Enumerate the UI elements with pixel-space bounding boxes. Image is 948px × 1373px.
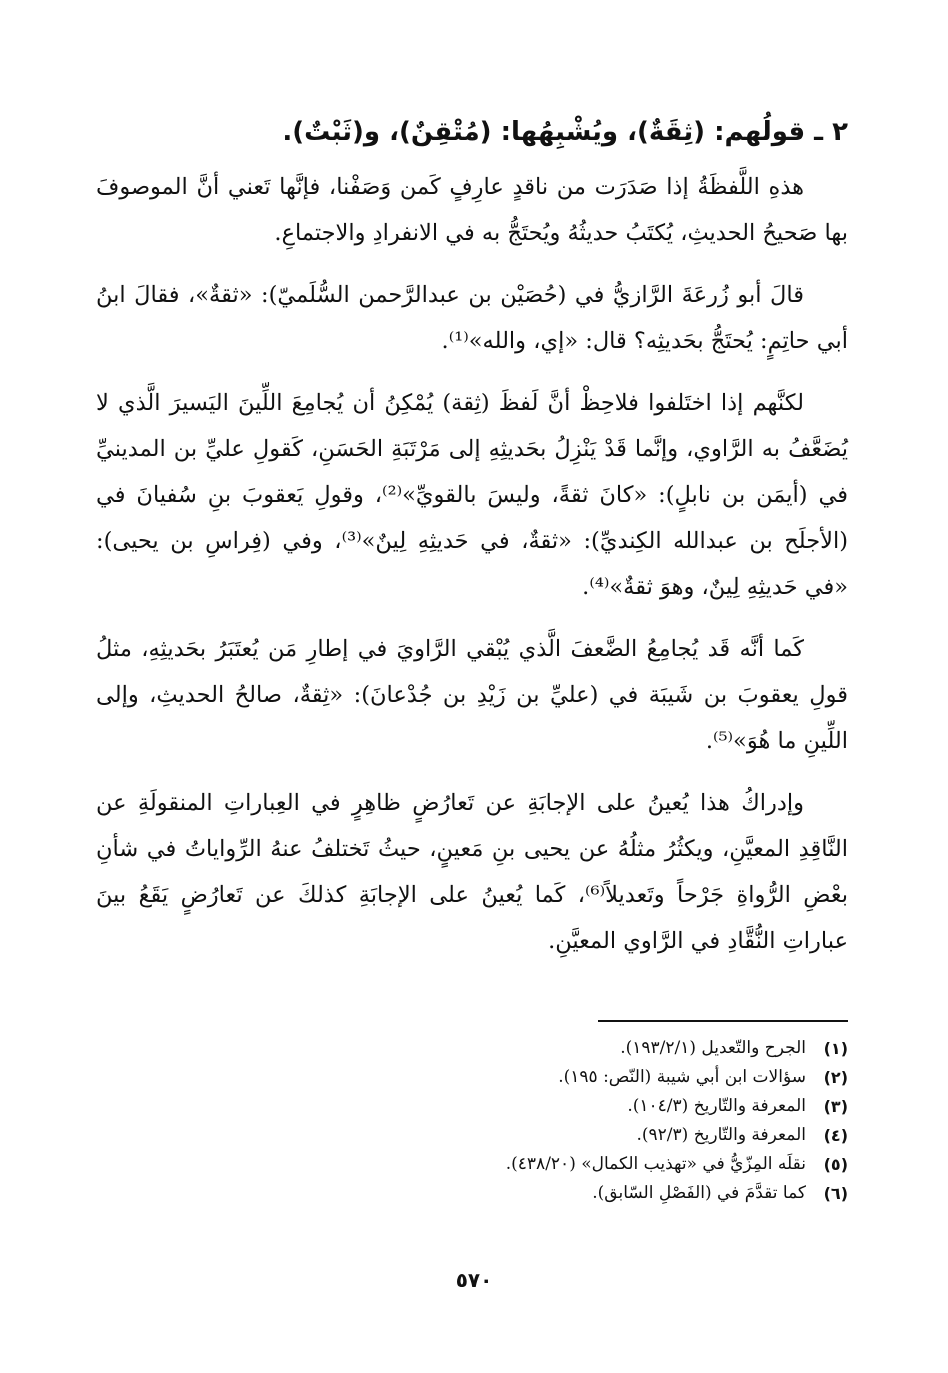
footnote-text: نقلَه المِزّيُّ في «تهذيب الكمال» (٤٣٨/٢٠).	[505, 1154, 806, 1174]
footnote-item	[248, 1092, 848, 1121]
footnote-text: المعرفة والتّاريخ (٩٢/٣).	[636, 1125, 806, 1145]
footnote-text: المعرفة والتّاريخ (١٠٤/٣).	[627, 1096, 806, 1116]
footnote-item	[248, 1150, 848, 1179]
footnote-item	[248, 1034, 848, 1063]
footnote-divider	[598, 1020, 848, 1022]
paragraph-5: وإدراكُ هذا يُعينُ على الإجابَةِ عن تَعارُضٍ ظاهِرٍ في العِباراتِ المنقولَةِ عن النَّاقِدِ المعيَّنِ، ويكثُرُ مثلُهُ عن يحيى بنِ مَعينٍ، حيثُ تَختلفُ عنهُ الرِّواياتُ في شأنِ بعْضِ الرُّواةِ جَرْحاً وتَعديلاً⁽⁶⁾، كَما يُعينُ على الإجابَةِ كذلكَ عن تَعارُضٍ يَقَعُ بينَ عباراتِ النُّقَّادِ في الرَّاوي المعيَّنِ.	[96, 790, 848, 954]
footnote-item	[248, 1179, 848, 1208]
footnote-number: (٤)	[823, 1126, 848, 1145]
footnote-number: (٥)	[823, 1155, 848, 1174]
footnote-number: (١)	[823, 1039, 848, 1058]
page-number: ٥٧٠	[455, 1268, 493, 1292]
footnote-number: (٢)	[823, 1068, 848, 1087]
paragraph-3: لكنَّهم إذا اختَلفوا فلاحِظْ أنَّ لَفظَ (ثِقة) يُمْكِنُ أن يُجامِعَ اللِّينَ اليَسيرَ الَّذي لا يُضَعَّفُ به الرَّاوي، وإنَّما قَدْ يَنْزِلُ بحَديثِهِ إلى مَرْتَبَةِ الحَسَنِ، كَقولِ عليِّ بن المدينيِّ في (أيمَن بن نابلٍ): «كانَ ثقةً، وليسَ بالقويِّ»⁽²⁾، وقولِ يَعقوبَ بنِ سُفيانَ في (الأجلَح بن عبدالله الكِنديِّ): «ثقةٌ، في حَديثِهِ لِينٌ»⁽³⁾، وفي (فِراسِ بن يحيى): «في حَديثِهِ لِينٌ، وهوَ ثقةٌ»⁽⁴⁾.	[96, 390, 848, 600]
footnotes-list	[248, 1034, 848, 1208]
paragraph-4: كَما أنَّه قَد يُجامِعُ الضَّعفَ الَّذي يُبْقي الرَّاويَ في إطارِ مَن يُعتَبَرُ بحَديثِهِ، مثلُ قولِ يعقوبَ بن شَيبَة في (عليِّ بن زَيْدِ بن جُدْعانَ): «ثِقةٌ، صالحُ الحديثِ، وإلى اللِّينِ ما هُوَ»⁽⁵⁾.	[96, 636, 848, 754]
footnote-number: (٣)	[823, 1097, 848, 1116]
paragraph-2: قالَ أبو زُرعَةَ الرَّازيُّ في (حُصَيْن بن عبدالرَّحمن السُّلَميّ): «ثقةٌ»، فقالَ ابنُ أبي حاتِمٍ: يُحتَجُّ بحَديثِه؟ قال: «إي، والله»⁽¹⁾.	[96, 282, 848, 354]
main-text	[96, 112, 848, 980]
paragraph-1: هذهِ اللَّفظَةُ إذا صَدَرَت من ناقدٍ عارِفٍ كَمن وَصَفْنا، فإنَّها تَعني أنَّ الموصوفَ بها صَحيحُ الحديثِ، يُكتَبُ حديثُهُ ويُحتَجُّ به في الانفرادِ والاجتماعِ.	[96, 174, 848, 246]
footnote-text: سؤالات ابن أبي شيبة (النّص: ١٩٥).	[558, 1067, 806, 1087]
footnote-item	[248, 1063, 848, 1092]
section-heading: ٢ ـ قولُهم: (ثِقَةٌ)، ويُشْبِهُها: (مُتْقِنٌ)، و(ثَبْتٌ).	[282, 117, 848, 147]
footnote-number: (٦)	[823, 1184, 848, 1203]
footnote-item	[248, 1121, 848, 1150]
footnote-text: الجرح والتّعديل (١٩٣/٢/١).	[620, 1038, 806, 1058]
footnote-text: كما تقدَّمَ في (الفَصْلِ السّابق).	[592, 1183, 806, 1203]
